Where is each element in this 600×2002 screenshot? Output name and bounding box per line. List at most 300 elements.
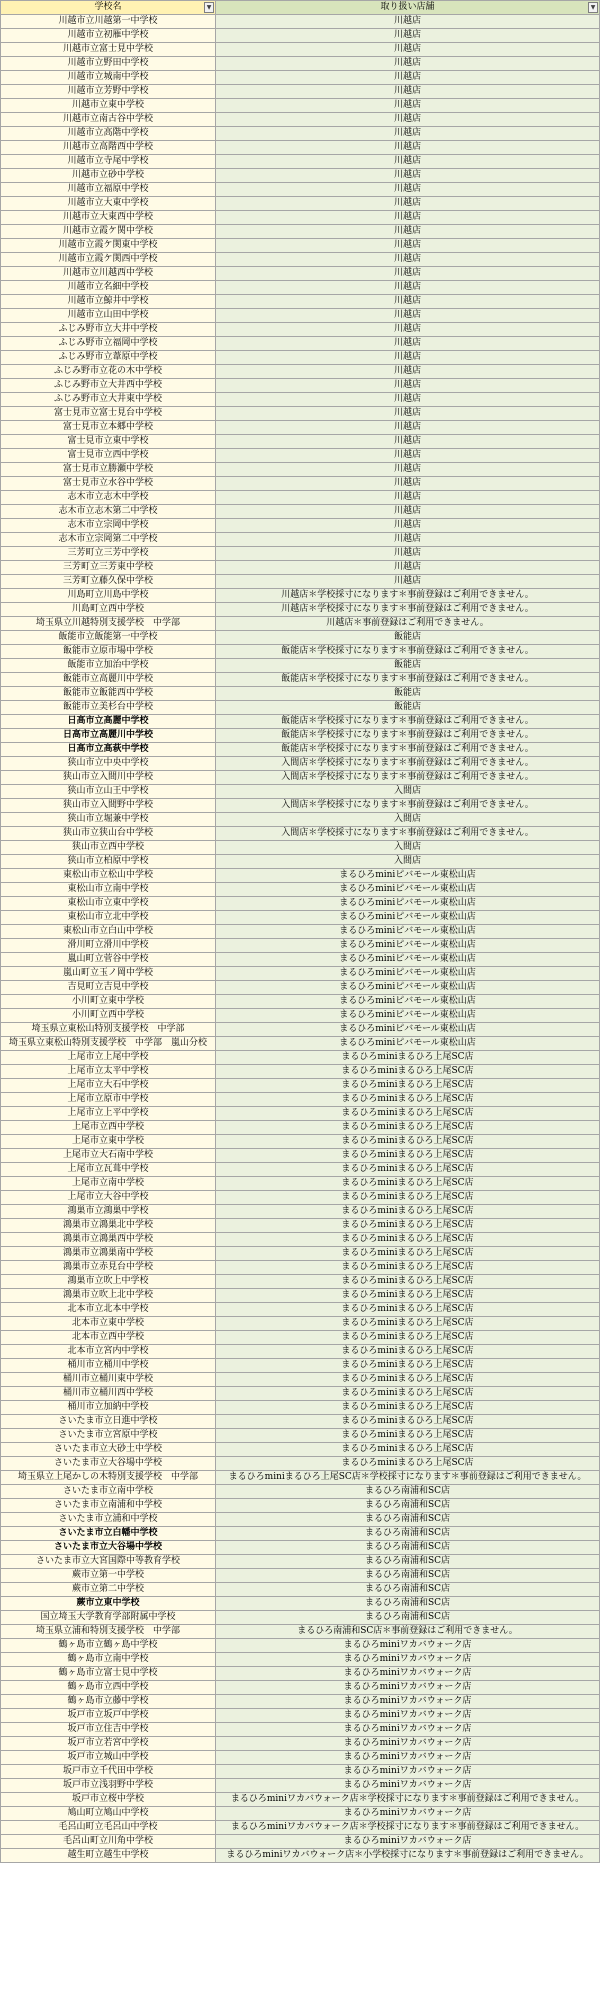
store-name-cell[interactable]: 川越店	[216, 295, 600, 309]
store-name-cell[interactable]: 川越店	[216, 533, 600, 547]
school-name-cell[interactable]: 川越市立東中学校	[1, 99, 216, 113]
store-name-cell[interactable]: まるひろminiワカバウォーク店	[216, 1751, 600, 1765]
table-row	[1, 225, 600, 239]
store-name-cell[interactable]: 飯能店	[216, 659, 600, 673]
store-name-cell[interactable]: まるひろ南浦和SC店	[216, 1541, 600, 1555]
school-name-cell[interactable]: 日高市立高麗中学校	[1, 715, 216, 729]
store-name-cell[interactable]: 川越店	[216, 85, 600, 99]
store-name-cell[interactable]: まるひろminiまるひろ上尾SC店	[216, 1191, 600, 1205]
school-name-cell[interactable]: 蕨市立第一中学校	[1, 1569, 216, 1583]
store-name-cell[interactable]: 飯能店	[216, 631, 600, 645]
school-name-cell[interactable]: 桶川市立加納中学校	[1, 1401, 216, 1415]
store-name-cell[interactable]: 川越店	[216, 421, 600, 435]
school-name-cell[interactable]: 小川町立東中学校	[1, 995, 216, 1009]
store-name-cell[interactable]: まるひろ南浦和SC店	[216, 1597, 600, 1611]
store-name-cell[interactable]: まるひろminiまるひろ上尾SC店	[216, 1079, 600, 1093]
store-name-cell[interactable]: 川越店	[216, 225, 600, 239]
table-row	[1, 1121, 600, 1135]
school-name-cell[interactable]: 毛呂山町立毛呂山中学校	[1, 1821, 216, 1835]
store-name-cell[interactable]: まるひろminiピバモール東松山店	[216, 981, 600, 995]
store-name-cell[interactable]: まるひろminiピバモール東松山店	[216, 869, 600, 883]
school-name-cell[interactable]: 川越市立高階中学校	[1, 127, 216, 141]
store-name-cell[interactable]: 川越店	[216, 323, 600, 337]
table-row	[1, 1723, 600, 1737]
store-name-cell[interactable]: 川越店	[216, 575, 600, 589]
school-name-cell[interactable]: 埼玉県立川越特別支援学校 中学部	[1, 617, 216, 631]
store-name-cell[interactable]: 川越店	[216, 449, 600, 463]
school-name-cell[interactable]: 上尾市立西中学校	[1, 1121, 216, 1135]
table-row	[1, 1009, 600, 1023]
school-name-cell[interactable]: 上尾市立東中学校	[1, 1135, 216, 1149]
store-name-cell[interactable]: まるひろminiワカバウォーク店	[216, 1835, 600, 1849]
store-name-cell[interactable]: 飯能店＊学校採寸になります＊事前登録はご利用できません。	[216, 715, 600, 729]
store-name-cell[interactable]: 川越店	[216, 155, 600, 169]
store-name-cell[interactable]: まるひろminiまるひろ上尾SC店	[216, 1135, 600, 1149]
school-name-cell[interactable]: 東松山市立東中学校	[1, 897, 216, 911]
store-name-cell[interactable]: まるひろ南浦和SC店	[216, 1611, 600, 1625]
store-name-cell[interactable]: まるひろminiまるひろ上尾SC店	[216, 1149, 600, 1163]
table-row	[1, 29, 600, 43]
school-name-cell[interactable]: ふじみ野市立福岡中学校	[1, 337, 216, 351]
table-row	[1, 43, 600, 57]
table-row	[1, 1765, 600, 1779]
school-name-cell[interactable]: さいたま市立南浦和中学校	[1, 1499, 216, 1513]
school-name-cell[interactable]: 富士見市立本郷中学校	[1, 421, 216, 435]
store-name-cell[interactable]: まるひろminiまるひろ上尾SC店	[216, 1163, 600, 1177]
school-name-cell[interactable]: 上尾市立南中学校	[1, 1177, 216, 1191]
school-name-cell[interactable]: 坂戸市立千代田中学校	[1, 1765, 216, 1779]
school-name-cell[interactable]: 川越市立鯨井中学校	[1, 295, 216, 309]
store-name-cell[interactable]: 川越店	[216, 491, 600, 505]
store-name-cell[interactable]: 川越店＊学校採寸になります＊事前登録はご利用できません。	[216, 603, 600, 617]
store-name-cell[interactable]: まるひろminiまるひろ上尾SC店	[216, 1177, 600, 1191]
school-name-cell[interactable]: 蕨市立東中学校	[1, 1597, 216, 1611]
store-name-cell[interactable]: まるひろminiまるひろ上尾SC店＊学校採寸になります＊事前登録はご利用できません。	[216, 1471, 600, 1485]
table-row	[1, 981, 600, 995]
school-name-cell[interactable]: さいたま市立大宮国際中等教育学校	[1, 1555, 216, 1569]
school-name-cell[interactable]: 坂戸市立浅羽野中学校	[1, 1779, 216, 1793]
school-name-cell[interactable]: 狭山市立入間川中学校	[1, 771, 216, 785]
store-name-cell[interactable]: まるひろminiまるひろ上尾SC店	[216, 1429, 600, 1443]
school-name-cell[interactable]: 東松山市立松山中学校	[1, 869, 216, 883]
school-name-cell[interactable]: 上尾市立上平中学校	[1, 1107, 216, 1121]
school-name-cell[interactable]: 滑川町立滑川中学校	[1, 939, 216, 953]
table-row	[1, 1835, 600, 1849]
school-name-cell[interactable]: 三芳町立三芳東中学校	[1, 561, 216, 575]
school-name-cell[interactable]: 富士見市立水谷中学校	[1, 477, 216, 491]
table-row	[1, 757, 600, 771]
table-row	[1, 953, 600, 967]
table-row	[1, 1205, 600, 1219]
store-name-cell[interactable]: 飯能店	[216, 687, 600, 701]
store-name-cell[interactable]: 入間店＊学校採寸になります＊事前登録はご利用できません。	[216, 771, 600, 785]
school-name-cell[interactable]: 坂戸市立若宮中学校	[1, 1737, 216, 1751]
school-name-cell[interactable]: 富士見市立勝瀬中学校	[1, 463, 216, 477]
store-name-cell[interactable]: まるひろminiまるひろ上尾SC店	[216, 1121, 600, 1135]
store-name-cell[interactable]: まるひろminiピバモール東松山店	[216, 967, 600, 981]
store-name-cell[interactable]: まるひろminiまるひろ上尾SC店	[216, 1233, 600, 1247]
school-name-cell[interactable]: 狭山市立狭山台中学校	[1, 827, 216, 841]
store-name-cell[interactable]: 飯能店＊学校採寸になります＊事前登録はご利用できません。	[216, 729, 600, 743]
school-name-cell[interactable]: 志木市立宗岡中学校	[1, 519, 216, 533]
table-row	[1, 1149, 600, 1163]
store-name-cell[interactable]: まるひろminiまるひろ上尾SC店	[216, 1457, 600, 1471]
store-name-cell[interactable]: まるひろminiピバモール東松山店	[216, 953, 600, 967]
store-name-cell[interactable]: 川越店	[216, 99, 600, 113]
school-name-cell[interactable]: 川島町立西中学校	[1, 603, 216, 617]
store-name-cell[interactable]: まるひろminiピバモール東松山店	[216, 939, 600, 953]
store-name-cell[interactable]: 入間店	[216, 813, 600, 827]
school-name-cell[interactable]: さいたま市立大谷場中学校	[1, 1541, 216, 1555]
store-name-cell[interactable]: まるひろminiピバモール東松山店	[216, 883, 600, 897]
school-name-cell[interactable]: 鴻巣市立鴻巣中学校	[1, 1205, 216, 1219]
school-name-cell[interactable]: 北本市立東中学校	[1, 1317, 216, 1331]
store-name-cell[interactable]: 川越店	[216, 113, 600, 127]
school-name-cell[interactable]: 埼玉県立東松山特別支援学校 中学部	[1, 1023, 216, 1037]
store-filter-dropdown-icon[interactable]: ▼	[588, 2, 598, 13]
table-row	[1, 1639, 600, 1653]
school-name-cell[interactable]: 狭山市立入間野中学校	[1, 799, 216, 813]
table-row	[1, 1191, 600, 1205]
store-name-cell[interactable]: まるひろ南浦和SC店	[216, 1569, 600, 1583]
store-name-cell[interactable]: 川越店	[216, 267, 600, 281]
school-name-cell[interactable]: 上尾市立大石南中学校	[1, 1149, 216, 1163]
school-name-cell[interactable]: 嵐山町立菅谷中学校	[1, 953, 216, 967]
store-name-cell[interactable]: まるひろminiまるひろ上尾SC店	[216, 1317, 600, 1331]
school-name-cell[interactable]: さいたま市立日進中学校	[1, 1415, 216, 1429]
school-name-cell[interactable]: 越生町立越生中学校	[1, 1849, 216, 1863]
store-name-cell[interactable]: まるひろminiまるひろ上尾SC店	[216, 1093, 600, 1107]
school-name-cell[interactable]: 飯能市立飯能第一中学校	[1, 631, 216, 645]
table-row	[1, 1499, 600, 1513]
school-name-cell[interactable]: 川越市立大東西中学校	[1, 211, 216, 225]
store-name-cell[interactable]: まるひろ南浦和SC店	[216, 1485, 600, 1499]
school-name-cell[interactable]: 上尾市立上尾中学校	[1, 1051, 216, 1065]
school-name-cell[interactable]: さいたま市立大谷場中学校	[1, 1457, 216, 1471]
school-name-cell[interactable]: 川越市立山田中学校	[1, 309, 216, 323]
store-name-cell[interactable]: まるひろminiまるひろ上尾SC店	[216, 1443, 600, 1457]
table-row	[1, 925, 600, 939]
school-name-cell[interactable]: 鴻巣市立鴻巣南中学校	[1, 1247, 216, 1261]
store-name-cell[interactable]: 川越店	[216, 393, 600, 407]
store-name-cell[interactable]: 川越店	[216, 407, 600, 421]
header-store-label: 取り扱い店舗	[380, 2, 435, 12]
store-name-cell[interactable]: 飯能店＊学校採寸になります＊事前登録はご利用できません。	[216, 673, 600, 687]
store-name-cell[interactable]: 川越店	[216, 71, 600, 85]
store-name-cell[interactable]: まるひろminiワカバウォーク店	[216, 1723, 600, 1737]
school-name-cell[interactable]: 川越市立高階西中学校	[1, 141, 216, 155]
store-name-cell[interactable]: 川越店	[216, 239, 600, 253]
store-name-cell[interactable]: まるひろminiまるひろ上尾SC店	[216, 1219, 600, 1233]
school-name-cell[interactable]: ふじみ野市立大井中学校	[1, 323, 216, 337]
school-name-cell[interactable]: さいたま市立南中学校	[1, 1485, 216, 1499]
school-name-cell[interactable]: 鶴ヶ島市立西中学校	[1, 1681, 216, 1695]
table-row	[1, 1821, 600, 1835]
school-name-cell[interactable]: 埼玉県立浦和特別支援学校 中学部	[1, 1625, 216, 1639]
store-name-cell[interactable]: 川越店	[216, 141, 600, 155]
store-name-cell[interactable]: まるひろ南浦和SC店	[216, 1555, 600, 1569]
table-row	[1, 449, 600, 463]
school-name-cell[interactable]: 坂戸市立坂戸中学校	[1, 1709, 216, 1723]
store-name-cell[interactable]: まるひろminiまるひろ上尾SC店	[216, 1373, 600, 1387]
store-name-cell[interactable]: まるひろminiワカバウォーク店	[216, 1681, 600, 1695]
store-name-cell[interactable]: 川越店	[216, 169, 600, 183]
school-name-cell[interactable]: 北本市立宮内中学校	[1, 1345, 216, 1359]
school-name-cell[interactable]: 富士見市立東中学校	[1, 435, 216, 449]
table-row	[1, 1331, 600, 1345]
school-name-cell[interactable]: 富士見市立富士見台中学校	[1, 407, 216, 421]
school-name-cell[interactable]: 川越市立城南中学校	[1, 71, 216, 85]
store-name-cell[interactable]: まるひろminiワカバウォーク店	[216, 1667, 600, 1681]
store-name-cell[interactable]: 川越店	[216, 505, 600, 519]
school-name-cell[interactable]: 川越市立福原中学校	[1, 183, 216, 197]
store-name-cell[interactable]: 飯能店	[216, 701, 600, 715]
school-name-cell[interactable]: 鴻巣市立鴻巣北中学校	[1, 1219, 216, 1233]
store-name-cell[interactable]: まるひろminiまるひろ上尾SC店	[216, 1205, 600, 1219]
school-name-cell[interactable]: 川越市立川越西中学校	[1, 267, 216, 281]
school-name-cell[interactable]: 東松山市立白山中学校	[1, 925, 216, 939]
school-name-cell[interactable]: ふじみ野市立大井西中学校	[1, 379, 216, 393]
table-row	[1, 169, 600, 183]
school-name-cell[interactable]: 日高市立高麗川中学校	[1, 729, 216, 743]
store-name-cell[interactable]: まるひろminiまるひろ上尾SC店	[216, 1387, 600, 1401]
school-name-cell[interactable]: さいたま市立大砂土中学校	[1, 1443, 216, 1457]
school-name-cell[interactable]: 川越市立野田中学校	[1, 57, 216, 71]
school-name-cell[interactable]: 鴻巣市立吹上中学校	[1, 1275, 216, 1289]
store-name-cell[interactable]: まるひろminiまるひろ上尾SC店	[216, 1261, 600, 1275]
store-name-cell[interactable]: まるひろminiピバモール東松山店	[216, 1009, 600, 1023]
store-name-cell[interactable]: 川越店	[216, 43, 600, 57]
table-row	[1, 967, 600, 981]
school-name-cell[interactable]: 鴻巣市立鴻巣西中学校	[1, 1233, 216, 1247]
school-name-cell[interactable]: 飯能市立加治中学校	[1, 659, 216, 673]
store-name-cell[interactable]: 入間店	[216, 841, 600, 855]
store-name-cell[interactable]: まるひろminiワカバウォーク店	[216, 1709, 600, 1723]
table-row	[1, 1233, 600, 1247]
school-name-cell[interactable]: ふじみ野市立大井東中学校	[1, 393, 216, 407]
store-name-cell[interactable]: まるひろminiワカバウォーク店	[216, 1639, 600, 1653]
school-name-cell[interactable]: 川越市立南古谷中学校	[1, 113, 216, 127]
school-name-cell[interactable]: 川越市立砂中学校	[1, 169, 216, 183]
school-name-cell[interactable]: 上尾市立原市中学校	[1, 1093, 216, 1107]
school-name-cell[interactable]: 川越市立寺尾中学校	[1, 155, 216, 169]
store-name-cell[interactable]: まるひろminiワカバウォーク店	[216, 1807, 600, 1821]
store-name-cell[interactable]: 川越店	[216, 15, 600, 29]
store-name-cell[interactable]: まるひろminiピバモール東松山店	[216, 1023, 600, 1037]
store-name-cell[interactable]: 入間店	[216, 785, 600, 799]
school-name-cell[interactable]: 狭山市立西中学校	[1, 841, 216, 855]
school-name-cell[interactable]: 北本市立西中学校	[1, 1331, 216, 1345]
school-name-cell[interactable]: 日高市立高萩中学校	[1, 743, 216, 757]
store-name-cell[interactable]: 川越店	[216, 561, 600, 575]
school-name-cell[interactable]: 坂戸市立住吉中学校	[1, 1723, 216, 1737]
store-name-cell[interactable]: 川越店	[216, 309, 600, 323]
table-row	[1, 715, 600, 729]
school-name-cell[interactable]: 桶川市立桶川西中学校	[1, 1387, 216, 1401]
school-name-cell[interactable]: さいたま市立白幡中学校	[1, 1527, 216, 1541]
table-row	[1, 1485, 600, 1499]
school-name-cell[interactable]: 川越市立霞ケ関西中学校	[1, 253, 216, 267]
school-name-cell[interactable]: 志木市立志木中学校	[1, 491, 216, 505]
store-name-cell[interactable]: まるひろminiワカバウォーク店	[216, 1653, 600, 1667]
store-name-cell[interactable]: まるひろminiワカバウォーク店＊小学校採寸になります＊事前登録はご利用できません。	[216, 1849, 600, 1863]
store-name-cell[interactable]: まるひろ南浦和SC店	[216, 1513, 600, 1527]
store-name-cell[interactable]: 川越店	[216, 351, 600, 365]
store-name-cell[interactable]: 川越店	[216, 435, 600, 449]
store-name-cell[interactable]: 川越店	[216, 127, 600, 141]
store-name-cell[interactable]: まるひろminiまるひろ上尾SC店	[216, 1331, 600, 1345]
school-name-cell[interactable]: 川越市立初雁中学校	[1, 29, 216, 43]
school-name-cell[interactable]: 川越市立名細中学校	[1, 281, 216, 295]
school-name-cell[interactable]: 川島町立川島中学校	[1, 589, 216, 603]
school-name-cell[interactable]: 三芳町立三芳中学校	[1, 547, 216, 561]
school-name-cell[interactable]: 北本市立北本中学校	[1, 1303, 216, 1317]
store-name-cell[interactable]: まるひろminiピバモール東松山店	[216, 911, 600, 925]
store-name-cell[interactable]: 飯能店＊学校採寸になります＊事前登録はご利用できません。	[216, 743, 600, 757]
store-name-cell[interactable]: まるひろminiワカバウォーク店＊学校採寸になります＊事前登録はご利用できません。	[216, 1793, 600, 1807]
store-name-cell[interactable]: 川越店	[216, 57, 600, 71]
store-name-cell[interactable]: 川越店	[216, 365, 600, 379]
store-name-cell[interactable]: 川越店	[216, 253, 600, 267]
school-name-cell[interactable]: 嵐山町立玉ノ岡中学校	[1, 967, 216, 981]
school-name-cell[interactable]: 桶川市立桶川中学校	[1, 1359, 216, 1373]
store-name-cell[interactable]: まるひろminiワカバウォーク店	[216, 1695, 600, 1709]
school-name-cell[interactable]: さいたま市立浦和中学校	[1, 1513, 216, 1527]
school-name-cell[interactable]: 三芳町立藤久保中学校	[1, 575, 216, 589]
school-name-cell[interactable]: 鶴ヶ島市立鶴ヶ島中学校	[1, 1639, 216, 1653]
school-name-cell[interactable]: 坂戸市立城山中学校	[1, 1751, 216, 1765]
school-name-cell[interactable]: 飯能市立高麗川中学校	[1, 673, 216, 687]
store-name-cell[interactable]: まるひろminiまるひろ上尾SC店	[216, 1359, 600, 1373]
school-name-cell[interactable]: 川越市立霞ケ関東中学校	[1, 239, 216, 253]
school-name-cell[interactable]: 小川町立西中学校	[1, 1009, 216, 1023]
store-name-cell[interactable]: まるひろminiピバモール東松山店	[216, 995, 600, 1009]
store-name-cell[interactable]: まるひろminiワカバウォーク店	[216, 1779, 600, 1793]
store-name-cell[interactable]: 川越店＊学校採寸になります＊事前登録はご利用できません。	[216, 589, 600, 603]
store-name-cell[interactable]: 入間店＊学校採寸になります＊事前登録はご利用できません。	[216, 757, 600, 771]
school-name-cell[interactable]: 飯能市立原市場中学校	[1, 645, 216, 659]
store-name-cell[interactable]: まるひろminiワカバウォーク店	[216, 1765, 600, 1779]
store-name-cell[interactable]: 川越店	[216, 547, 600, 561]
school-name-cell[interactable]: 桶川市立桶川東中学校	[1, 1373, 216, 1387]
store-name-cell[interactable]: まるひろminiピバモール東松山店	[216, 925, 600, 939]
school-name-cell[interactable]: 飯能市立美杉台中学校	[1, 701, 216, 715]
table-row	[1, 197, 600, 211]
school-name-cell[interactable]: 鴻巣市立吹上北中学校	[1, 1289, 216, 1303]
school-name-cell[interactable]: さいたま市立宮原中学校	[1, 1429, 216, 1443]
school-name-cell[interactable]: 川越市立川越第一中学校	[1, 15, 216, 29]
store-name-cell[interactable]: 川越店	[216, 281, 600, 295]
store-name-cell[interactable]: まるひろminiピバモール東松山店	[216, 1037, 600, 1051]
school-name-cell[interactable]: 志木市立宗岡第二中学校	[1, 533, 216, 547]
school-name-cell[interactable]: 埼玉県立東松山特別支援学校 中学部 嵐山分校	[1, 1037, 216, 1051]
store-name-cell[interactable]: 川越店	[216, 337, 600, 351]
school-name-cell[interactable]: 鴻巣市立赤見台中学校	[1, 1261, 216, 1275]
school-name-cell[interactable]: 鶴ヶ島市立南中学校	[1, 1653, 216, 1667]
store-name-cell[interactable]: 川越店	[216, 477, 600, 491]
school-name-cell[interactable]: 飯能市立飯能西中学校	[1, 687, 216, 701]
table-row	[1, 85, 600, 99]
school-name-cell[interactable]: 狭山市立柏原中学校	[1, 855, 216, 869]
store-name-cell[interactable]: まるひろ南浦和SC店	[216, 1527, 600, 1541]
store-name-cell[interactable]: 入間店＊学校採寸になります＊事前登録はご利用できません。	[216, 827, 600, 841]
school-name-cell[interactable]: 蕨市立第二中学校	[1, 1583, 216, 1597]
store-name-cell[interactable]: 川越店＊事前登録はご利用できません。	[216, 617, 600, 631]
school-name-cell[interactable]: 毛呂山町立川角中学校	[1, 1835, 216, 1849]
school-name-cell[interactable]: ふじみ野市立花の木中学校	[1, 365, 216, 379]
store-name-cell[interactable]: まるひろminiまるひろ上尾SC店	[216, 1275, 600, 1289]
store-name-cell[interactable]: まるひろ南浦和SC店＊事前登録はご利用できません。	[216, 1625, 600, 1639]
store-name-cell[interactable]: まるひろminiまるひろ上尾SC店	[216, 1415, 600, 1429]
store-name-cell[interactable]: 川越店	[216, 183, 600, 197]
school-name-cell[interactable]: 上尾市立大谷中学校	[1, 1191, 216, 1205]
school-name-cell[interactable]: 坂戸市立桜中学校	[1, 1793, 216, 1807]
school-name-cell[interactable]: 川越市立芳野中学校	[1, 85, 216, 99]
store-name-cell[interactable]: まるひろminiワカバウォーク店	[216, 1737, 600, 1751]
table-row	[1, 1275, 600, 1289]
school-name-cell[interactable]: 上尾市立太平中学校	[1, 1065, 216, 1079]
school-name-cell[interactable]: 鶴ヶ島市立藤中学校	[1, 1695, 216, 1709]
school-name-cell[interactable]: 川越市立大東中学校	[1, 197, 216, 211]
table-row	[1, 645, 600, 659]
school-name-cell[interactable]: 東松山市立南中学校	[1, 883, 216, 897]
school-name-cell[interactable]: 志木市立志木第二中学校	[1, 505, 216, 519]
school-name-cell[interactable]: 東松山市立北中学校	[1, 911, 216, 925]
store-name-cell[interactable]: まるひろ南浦和SC店	[216, 1499, 600, 1513]
table-row	[1, 1751, 600, 1765]
table-row	[1, 337, 600, 351]
table-row	[1, 533, 600, 547]
store-name-cell[interactable]: 川越店	[216, 463, 600, 477]
store-name-cell[interactable]: まるひろminiまるひろ上尾SC店	[216, 1401, 600, 1415]
school-name-cell[interactable]: 上尾市立瓦葺中学校	[1, 1163, 216, 1177]
store-name-cell[interactable]: 飯能店＊学校採寸になります＊事前登録はご利用できません。	[216, 645, 600, 659]
school-name-cell[interactable]: 川越市立富士見中学校	[1, 43, 216, 57]
store-name-cell[interactable]: 川越店	[216, 211, 600, 225]
store-name-cell[interactable]: まるひろminiワカバウォーク店＊学校採寸になります＊事前登録はご利用できません。	[216, 1821, 600, 1835]
school-name-cell[interactable]: 鶴ヶ島市立富士見中学校	[1, 1667, 216, 1681]
store-name-cell[interactable]: まるひろminiまるひろ上尾SC店	[216, 1107, 600, 1121]
school-name-cell[interactable]: 上尾市立大石中学校	[1, 1079, 216, 1093]
school-name-cell[interactable]: 富士見市立西中学校	[1, 449, 216, 463]
store-name-cell[interactable]: まるひろminiまるひろ上尾SC店	[216, 1345, 600, 1359]
school-name-cell[interactable]: 国立埼玉大学教育学部附属中学校	[1, 1611, 216, 1625]
school-name-cell[interactable]: 川越市立霞ケ関中学校	[1, 225, 216, 239]
school-name-cell[interactable]: 埼玉県立上尾かしの木特別支援学校 中学部	[1, 1471, 216, 1485]
store-name-cell[interactable]: まるひろminiまるひろ上尾SC店	[216, 1289, 600, 1303]
table-row	[1, 253, 600, 267]
store-name-cell[interactable]: まるひろminiまるひろ上尾SC店	[216, 1051, 600, 1065]
store-name-cell[interactable]: まるひろminiまるひろ上尾SC店	[216, 1303, 600, 1317]
store-name-cell[interactable]: 川越店	[216, 519, 600, 533]
store-name-cell[interactable]: まるひろminiまるひろ上尾SC店	[216, 1247, 600, 1261]
school-name-cell[interactable]: 吉見町立吉見中学校	[1, 981, 216, 995]
school-name-cell[interactable]: 狭山市立中央中学校	[1, 757, 216, 771]
store-name-cell[interactable]: 川越店	[216, 379, 600, 393]
school-name-cell[interactable]: ふじみ野市立葦原中学校	[1, 351, 216, 365]
school-name-cell[interactable]: 狭山市立山王中学校	[1, 785, 216, 799]
store-name-cell[interactable]: 川越店	[216, 29, 600, 43]
school-filter-dropdown-icon[interactable]: ▼	[204, 2, 214, 13]
school-name-cell[interactable]: 狭山市立堀兼中学校	[1, 813, 216, 827]
store-name-cell[interactable]: まるひろ南浦和SC店	[216, 1583, 600, 1597]
store-name-cell[interactable]: 川越店	[216, 197, 600, 211]
school-name-cell[interactable]: 鳩山町立鳩山中学校	[1, 1807, 216, 1821]
store-name-cell[interactable]: 入間店	[216, 855, 600, 869]
store-name-cell[interactable]: まるひろminiまるひろ上尾SC店	[216, 1065, 600, 1079]
store-name-cell[interactable]: 入間店＊学校採寸になります＊事前登録はご利用できません。	[216, 799, 600, 813]
store-name-cell[interactable]: まるひろminiピバモール東松山店	[216, 897, 600, 911]
